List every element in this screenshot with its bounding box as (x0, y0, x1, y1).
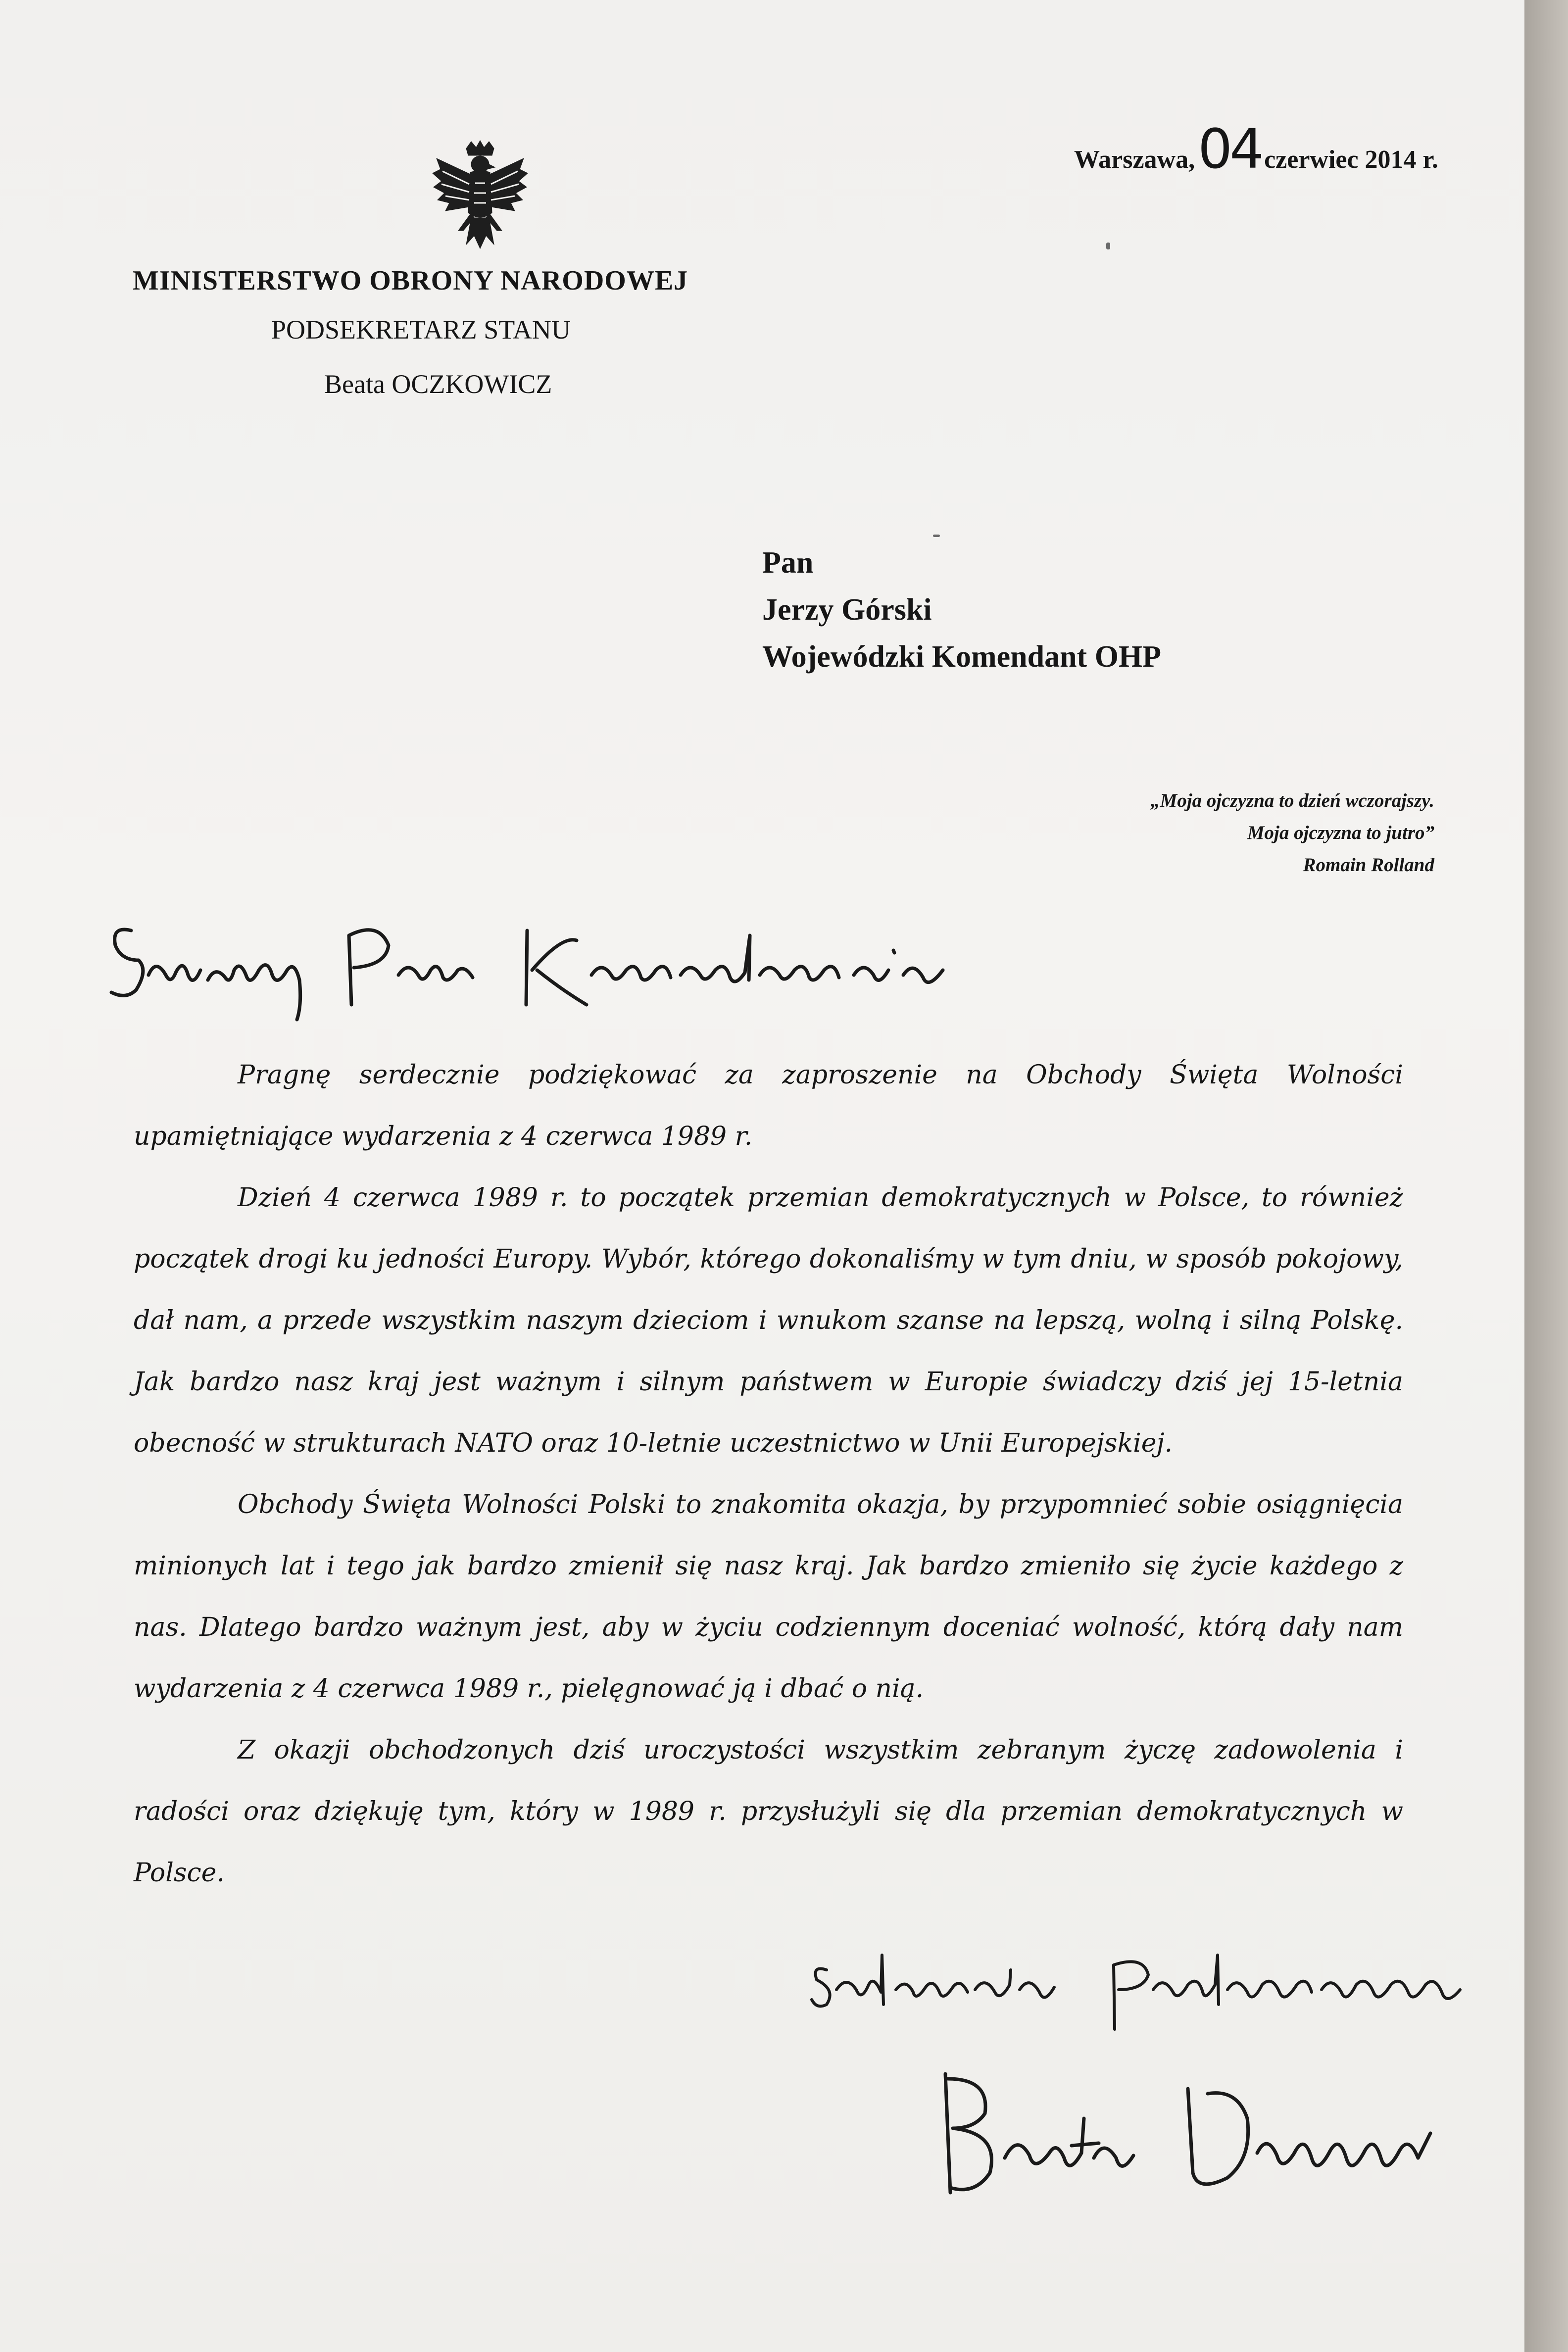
body-paragraph-1: Pragnę serdecznie podziękować za zaproszenie na Obchody Święta Wolności upamiętniające wydarzenia z 4 czerwca 1989 r. (134, 1060, 1403, 1151)
recipient-title: Pan (762, 546, 814, 580)
recipient-block (762, 539, 1161, 681)
handwritten-day: 04 (1198, 117, 1262, 181)
motto-line-1: „Moja ojczyzna to dzień wczorajszy. (1150, 790, 1434, 811)
motto-line-2: Moja ojczyzna to jutro” (1247, 822, 1434, 843)
recipient-name: Jerzy Górski (762, 593, 932, 627)
handwritten-closing (807, 1935, 1475, 2034)
place-date-line (1074, 117, 1438, 181)
date-rest-text: czerwiec 2014 r. (1264, 146, 1438, 174)
ministry-name: MINISTERSTWO OBRONY NARODOWEJ (133, 265, 688, 296)
body-paragraph-4: Z okazji obchodzonych dziś uroczystości wszystkim zebranym życzę zadowolenia i radości oraz dziękuję tym, który w 1989 r. przysłużyli się dla przemian demokratycznych w Polsce. (134, 1735, 1403, 1888)
place-text: Warszawa, (1074, 146, 1195, 174)
handwritten-salutation (101, 906, 1057, 1029)
motto-quote (1150, 784, 1434, 881)
motto-author: Romain Rolland (1303, 854, 1434, 876)
body-paragraph-2: Dzień 4 czerwca 1989 r. to początek przemian demokratycznych w Polsce, to również początek drogi ku jedności Europy. Wybór, którego dokonaliśmy w tym dniu, w sposób pokojowy, dał nam, a przede wszystkim naszym dzieciom i wnukom szanse na lepszą, wolną i silną Polskę. Jak bardzo nasz kraj jest ważnym i silnym państwem w Europie świadczy dziś jej 15-letnia obecność w strukturach NATO oraz 10-letnie uczestnictwo w Unii Europejskiej. (134, 1183, 1403, 1458)
paper-speck (933, 535, 940, 537)
official-name: Beata OCZKOWICZ (324, 369, 552, 399)
paper-speck (1106, 243, 1110, 249)
handwritten-signature (931, 2059, 1450, 2207)
recipient-function: Wojewódzki Komendant OHP (762, 640, 1162, 674)
body-paragraph-3: Obchody Święta Wolności Polski to znakomita okazja, by przypomnieć sobie osiągnięcia minionych lat i tego jak bardzo zmienił się nasz kraj. Jak bardzo zmieniło się życie każdego z nas. Dlatego bardzo ważnym jest, aby w życiu codziennym doceniać wolność, którą dały nam wydarzenia z 4 czerwca 1989 r., pielęgnować ją i dbać o nią. (134, 1490, 1403, 1704)
page-edge-shadow (1524, 0, 1568, 2352)
polish-eagle-icon (426, 139, 535, 267)
letter-body (134, 1044, 1403, 1904)
position-title: PODSEKRETARZ STANU (271, 315, 571, 344)
